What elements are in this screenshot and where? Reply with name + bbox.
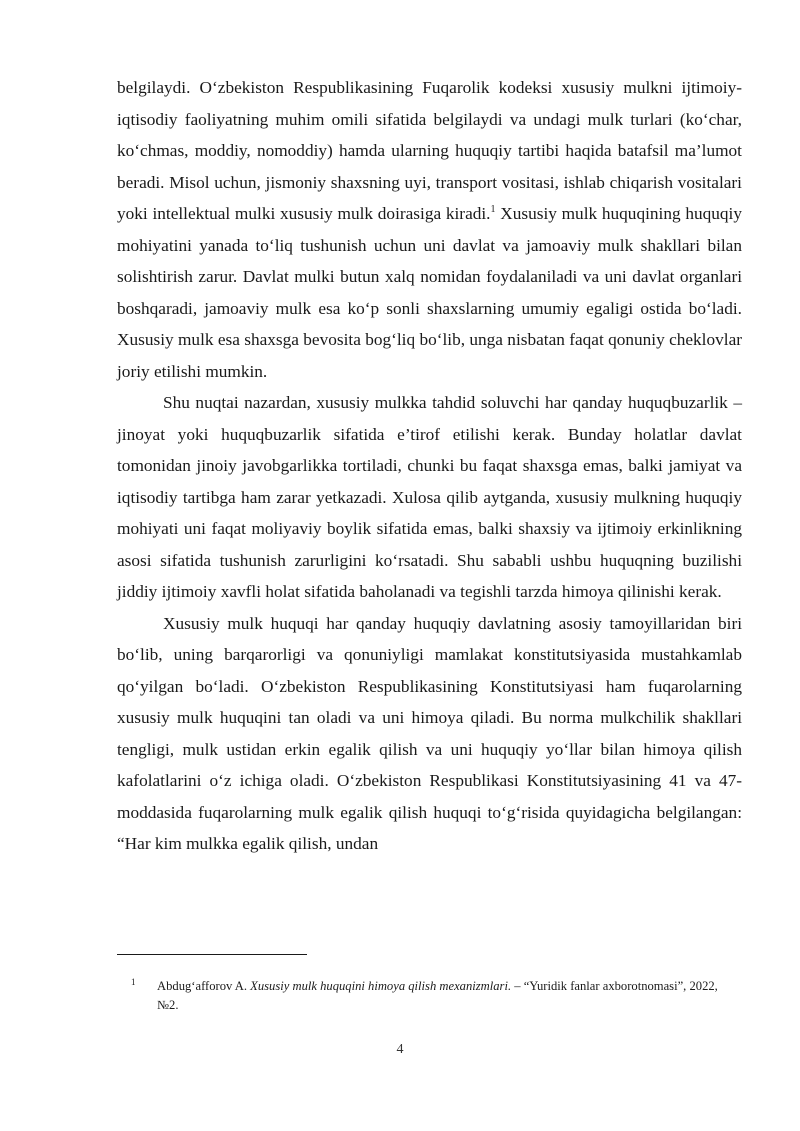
footnote-number: 1 bbox=[131, 977, 136, 987]
page-number: 4 bbox=[396, 1042, 404, 1057]
paragraph-1-text: belgilaydi. O‘zbekiston Respublikasining Fuqarolik kodeksi xususiy mulkni ijtimoiy-iqtisodiy faoliyatning muhim omili sifatida belgilaydi va undagi mulk turlari (ko‘char, ko‘chmas, moddiy, nomoddiy) hamda ularning huquqiy tartibi haqida batafsil ma’lumot beradi. Misol uchun, jismoniy shaxsning uyi, transport vositasi, ishlab chiqarish vositalari yoki intellektual mulki xususiy mulk doirasiga kiradi. bbox=[117, 78, 742, 223]
footnote-text bbox=[157, 977, 742, 1015]
footnote-separator bbox=[117, 954, 307, 955]
paragraph-1 bbox=[117, 72, 742, 387]
footnote-source: – “Yuridik fanlar axborotnomasi”, 2022, №2. bbox=[157, 979, 718, 1012]
footnote-reference[interactable]: 1 bbox=[490, 204, 496, 216]
footnote-title: Xususiy mulk huquqini himoya qilish mexanizmlari. bbox=[250, 979, 512, 993]
body-text bbox=[117, 72, 742, 860]
paragraph-2: Shu nuqtai nazardan, xususiy mulkka tahdid soluvchi har qanday huquqbuzarlik – jinoyat yoki huquqbuzarlik sifatida e’tirof etilishi kerak. Bunday holatlar davlat tomonidan jinoiy javobgarlikka tortiladi, chunki bu faqat shaxsga emas, balki jamiyat va iqtisodiy tartibga ham zarar yetkazadi. Xulosa qilib aytganda, xususiy mulkning huquqiy mohiyati uni faqat moliyaviy boylik sifatida emas, balki shaxsiy va ijtimoiy erkinlikning asosi sifatida tushunish zarurligini ko‘rsatadi. Shu sababli ushbu huquqning buzilishi jiddiy ijtimoiy xavfli holat sifatida baholanadi va tegishli tarzda himoya qilinishi kerak. bbox=[117, 393, 742, 601]
footnote-author: Abdug‘afforov A. bbox=[157, 979, 251, 993]
footnote bbox=[117, 977, 742, 1015]
paragraph-3: Xususiy mulk huquqi har qanday huquqiy davlatning asosiy tamoyillaridan biri bo‘lib, uning barqarorligi va qonuniyligi mamlakat konstitutsiyasida mustahkamlab qo‘yilgan bo‘ladi. O‘zbekiston Respublikasining Konstitutsiyasi ham fuqarolarning xususiy mulk huquqini tan oladi va uni himoya qiladi. Bu norma mulkchilik shakllari tengligi, mulk ustidan erkin egalik qilish va uni huquqiy yo‘llar bilan himoya qilish kafolatlarini o‘z ichiga oladi. O‘zbekiston Respublikasi Konstitutsiyasining 41 va 47-moddasida fuqarolarning mulk egalik qilish huquqi to‘g‘risida quyidagicha belgilangan: “Har kim mulkka egalik qilish, undan bbox=[117, 613, 742, 853]
paragraph-1-text-continued: Xususiy mulk huquqining huquqiy mohiyatini yanada to‘liq tushunish uchun uni davlat va jamoaviy mulk shakllari bilan solishtirish zarur. Davlat mulki butun xalq nomidan foydalaniladi va uni davlat organlari boshqaradi, jamoaviy mulk esa ko‘p sonli shaxslarning umumiy egaligi ostida bo‘ladi. Xususiy mulk esa shaxsga bevosita bog‘liq bo‘lib, unga nisbatan faqat qonuniy cheklovlar joriy etilishi mumkin. bbox=[117, 204, 742, 381]
